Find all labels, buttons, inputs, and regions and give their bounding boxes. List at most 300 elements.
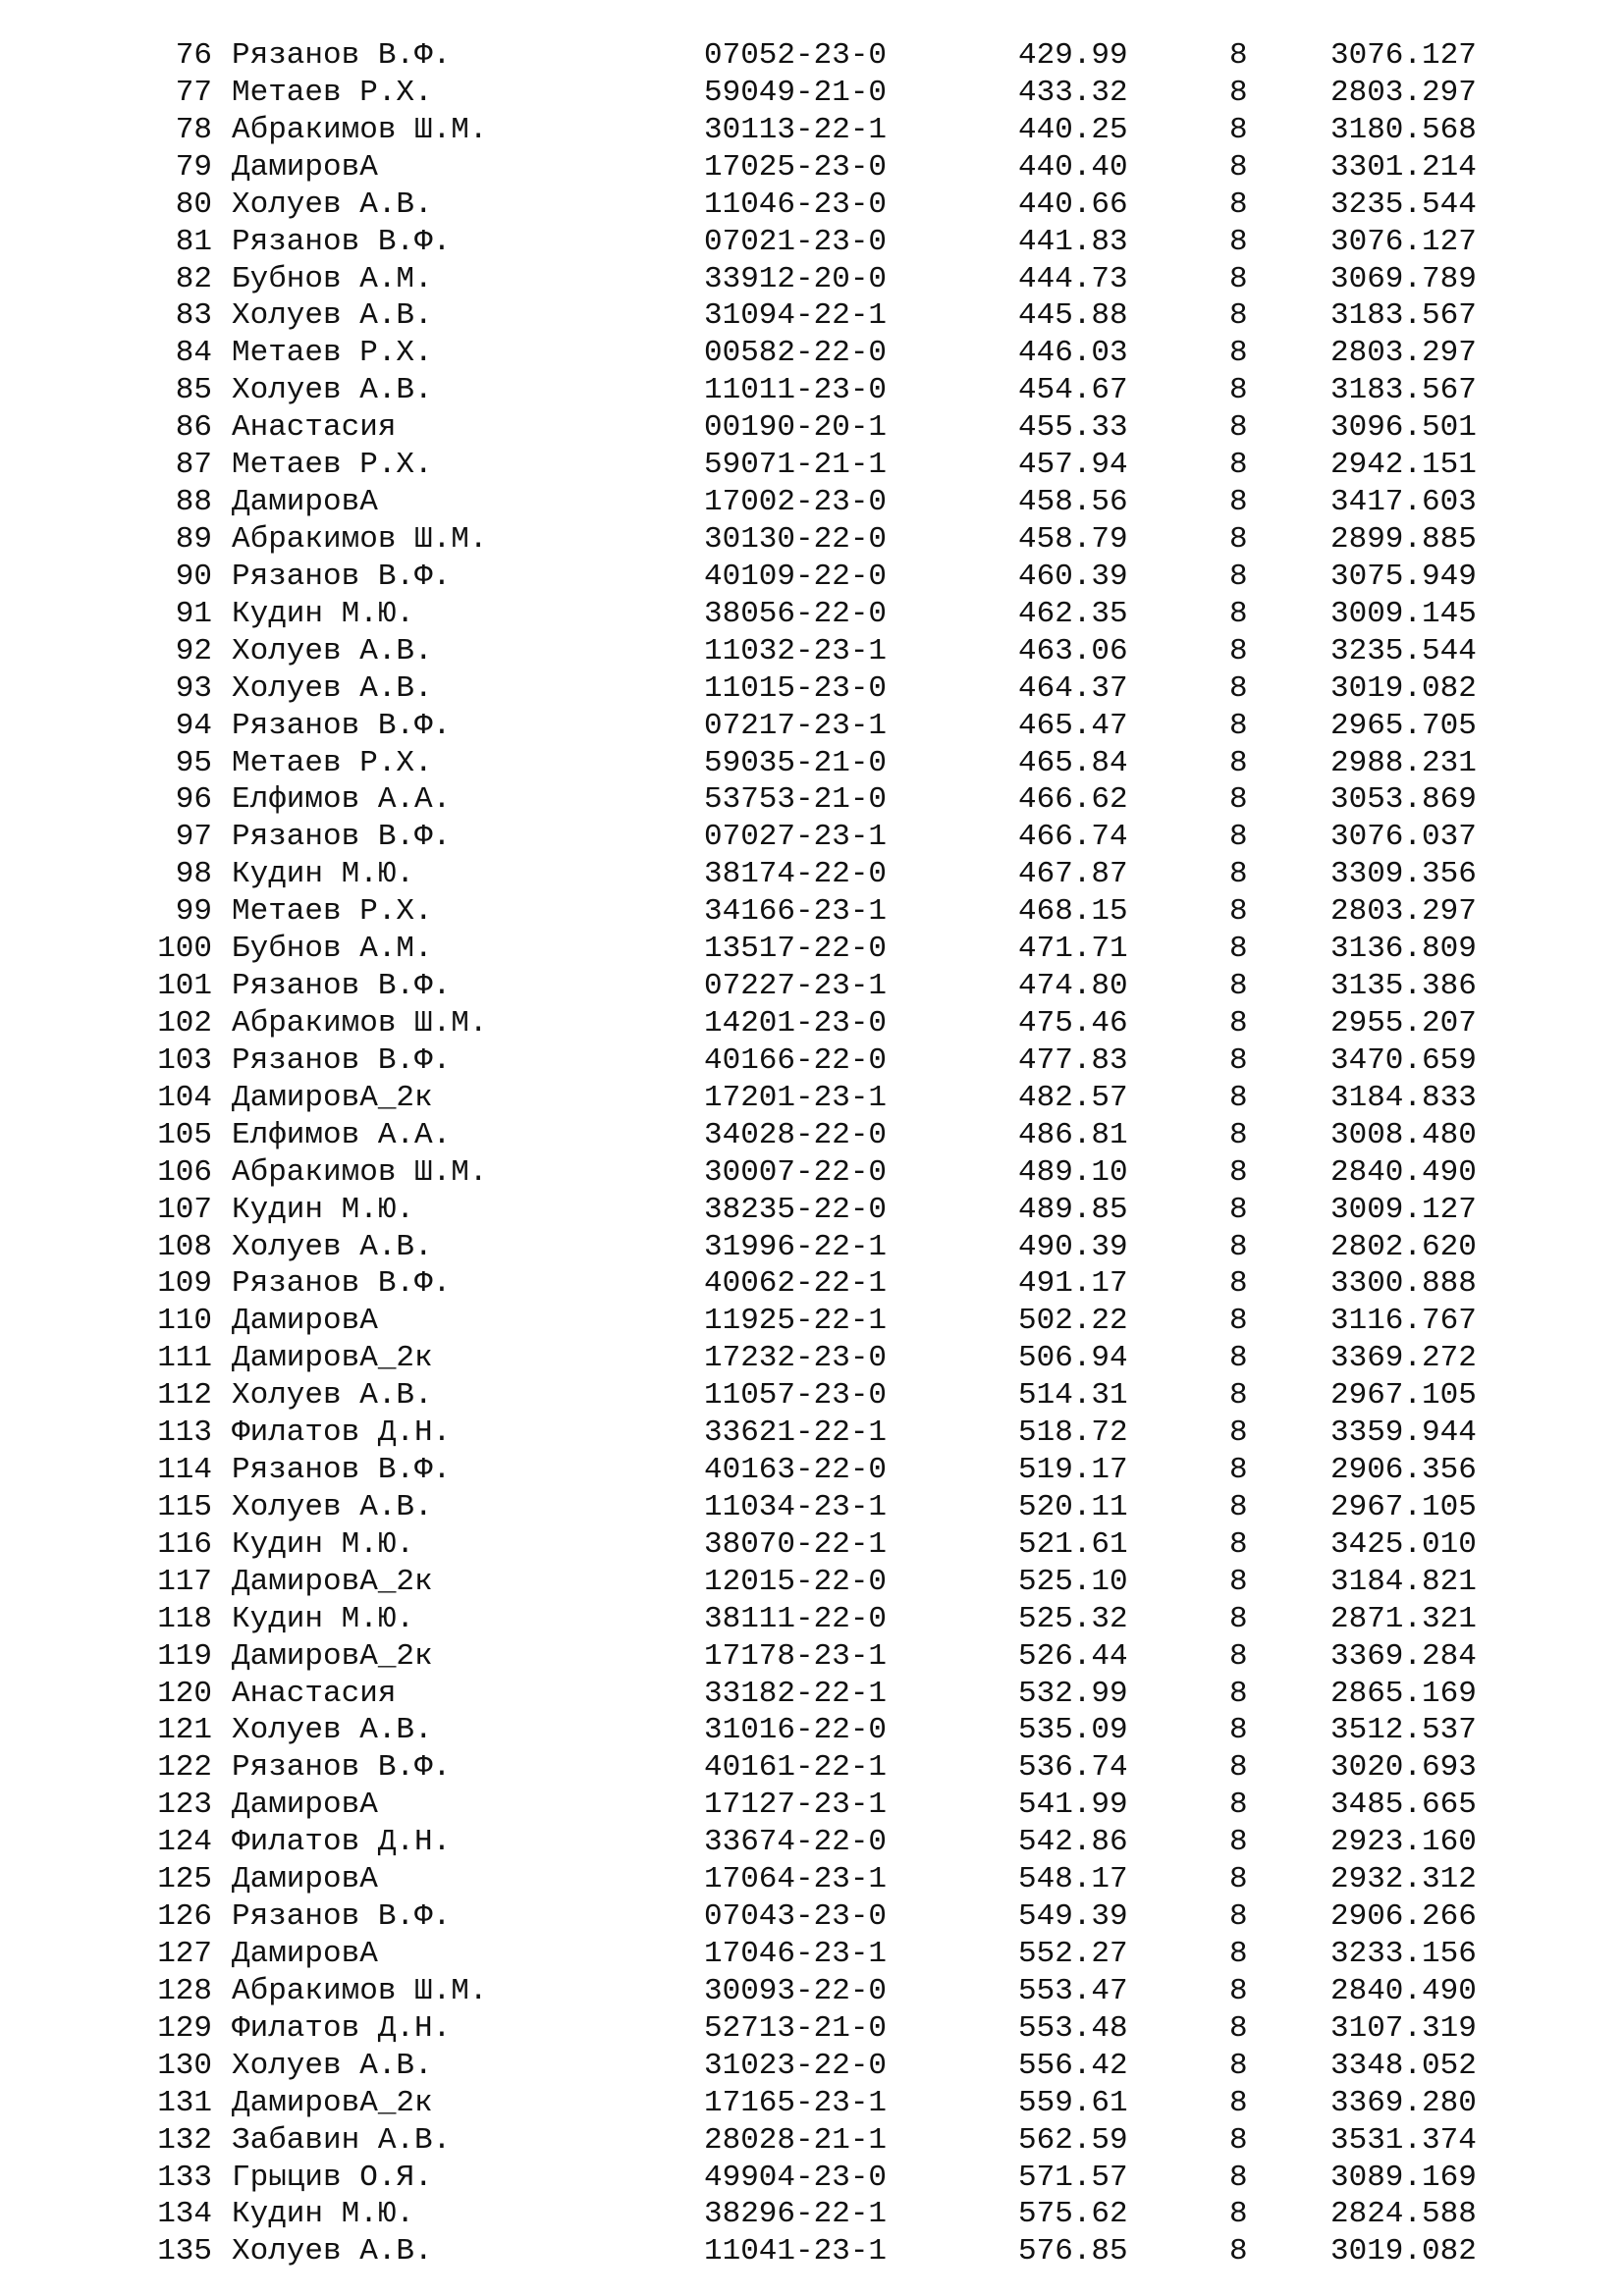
record-code: 40166-22-0	[704, 1042, 888, 1078]
table-row	[0, 596, 1624, 633]
participant-name: Холуев А.В.	[232, 373, 433, 408]
row-number: 119	[157, 1638, 212, 1674]
result-value: 521.61	[1018, 1526, 1128, 1562]
row-number: 97	[175, 820, 212, 855]
record-code: 53753-21-0	[704, 782, 888, 818]
result-value: 466.74	[1018, 820, 1128, 855]
row-number: 76	[175, 38, 212, 73]
table-row	[0, 37, 1624, 75]
record-code: 28028-21-1	[704, 2122, 888, 2158]
record-code: 59049-21-0	[704, 75, 888, 110]
participant-name: Холуев А.В.	[232, 633, 433, 668]
row-number: 87	[175, 448, 212, 483]
group-number: 8	[1229, 670, 1248, 706]
group-number: 8	[1229, 1080, 1248, 1115]
total-value: 2942.151	[1330, 448, 1477, 483]
row-number: 91	[175, 596, 212, 631]
participant-name: Рязанов В.Ф.	[232, 1750, 452, 1786]
record-code: 38070-22-1	[704, 1526, 888, 1562]
group-number: 8	[1229, 1378, 1248, 1414]
group-number: 8	[1229, 1676, 1248, 1711]
row-number: 102	[157, 1005, 212, 1041]
total-value: 3053.869	[1330, 782, 1477, 818]
table-row	[0, 409, 1624, 447]
total-value: 2840.490	[1330, 1973, 1477, 2008]
table-row	[0, 2160, 1624, 2197]
participant-name: Абракимов Ш.М.	[232, 1154, 488, 1190]
participant-name: Холуев А.В.	[232, 298, 433, 334]
record-code: 38296-22-1	[704, 2197, 888, 2232]
participant-name: Рязанов В.Ф.	[232, 708, 452, 743]
table-row	[0, 1192, 1624, 1229]
row-number: 103	[157, 1042, 212, 1078]
result-value: 576.85	[1018, 2234, 1128, 2269]
record-code: 17046-23-1	[704, 1937, 888, 1972]
total-value: 3309.356	[1330, 857, 1477, 892]
group-number: 8	[1229, 224, 1248, 259]
group-number: 8	[1229, 75, 1248, 110]
row-number: 100	[157, 932, 212, 967]
record-code: 11057-23-0	[704, 1378, 888, 1414]
result-value: 454.67	[1018, 373, 1128, 408]
participant-name: ДамировА_2к	[232, 1638, 433, 1674]
result-value: 446.03	[1018, 336, 1128, 371]
table-row	[0, 2085, 1624, 2122]
group-number: 8	[1229, 1973, 1248, 2008]
row-number: 90	[175, 559, 212, 594]
total-value: 3020.693	[1330, 1750, 1477, 1786]
result-value: 440.66	[1018, 187, 1128, 222]
table-row	[0, 484, 1624, 521]
result-value: 552.27	[1018, 1937, 1128, 1972]
result-value: 482.57	[1018, 1080, 1128, 1115]
row-number: 88	[175, 485, 212, 520]
result-value: 548.17	[1018, 1862, 1128, 1897]
group-number: 8	[1229, 596, 1248, 631]
row-number: 133	[157, 2160, 212, 2195]
record-code: 34028-22-0	[704, 1117, 888, 1152]
record-code: 17025-23-0	[704, 149, 888, 185]
group-number: 8	[1229, 1453, 1248, 1488]
total-value: 3485.665	[1330, 1788, 1477, 1823]
row-number: 89	[175, 521, 212, 557]
group-number: 8	[1229, 1415, 1248, 1451]
row-number: 94	[175, 708, 212, 743]
participant-name: Холуев А.В.	[232, 1713, 433, 1748]
result-value: 490.39	[1018, 1229, 1128, 1264]
record-code: 59035-21-0	[704, 745, 888, 780]
group-number: 8	[1229, 1192, 1248, 1227]
record-code: 38174-22-0	[704, 857, 888, 892]
row-number: 92	[175, 633, 212, 668]
table-row	[0, 2233, 1624, 2270]
participant-name: Абракимов Ш.М.	[232, 1973, 488, 2008]
participant-name: Холуев А.В.	[232, 2234, 433, 2269]
participant-name: Холуев А.В.	[232, 1378, 433, 1414]
participant-name: ДамировА	[232, 1862, 378, 1897]
table-row	[0, 2010, 1624, 2048]
result-value: 429.99	[1018, 38, 1128, 73]
participant-name: Кудин М.Ю.	[232, 596, 415, 631]
result-value: 468.15	[1018, 894, 1128, 930]
result-value: 562.59	[1018, 2122, 1128, 2158]
result-value: 445.88	[1018, 298, 1128, 334]
group-number: 8	[1229, 298, 1248, 334]
record-code: 33182-22-1	[704, 1676, 888, 1711]
row-number: 128	[157, 1973, 212, 2008]
group-number: 8	[1229, 1526, 1248, 1562]
result-value: 553.47	[1018, 1973, 1128, 2008]
participant-name: Холуев А.В.	[232, 2048, 433, 2083]
group-number: 8	[1229, 1304, 1248, 1339]
total-value: 2988.231	[1330, 745, 1477, 780]
record-code: 31996-22-1	[704, 1229, 888, 1264]
result-value: 489.85	[1018, 1192, 1128, 1227]
record-code: 17002-23-0	[704, 485, 888, 520]
row-number: 122	[157, 1750, 212, 1786]
group-number: 8	[1229, 1899, 1248, 1935]
row-number: 120	[157, 1676, 212, 1711]
table-row	[0, 1489, 1624, 1526]
total-value: 3075.949	[1330, 559, 1477, 594]
row-number: 77	[175, 75, 212, 110]
result-value: 441.83	[1018, 224, 1128, 259]
participant-name: Рязанов В.Ф.	[232, 1266, 452, 1302]
record-code: 17165-23-1	[704, 2085, 888, 2120]
total-value: 3184.821	[1330, 1564, 1477, 1599]
participant-name: Холуев А.В.	[232, 187, 433, 222]
result-value: 559.61	[1018, 2085, 1128, 2120]
result-value: 457.94	[1018, 448, 1128, 483]
table-row	[0, 745, 1624, 782]
result-value: 460.39	[1018, 559, 1128, 594]
table-row	[0, 297, 1624, 335]
table-row	[0, 2196, 1624, 2233]
record-code: 59071-21-1	[704, 448, 888, 483]
table-row	[0, 1824, 1624, 1861]
total-value: 3076.037	[1330, 820, 1477, 855]
record-code: 40163-22-0	[704, 1453, 888, 1488]
row-number: 129	[157, 2010, 212, 2046]
participant-name: ДамировА_2к	[232, 1080, 433, 1115]
record-code: 13517-22-0	[704, 932, 888, 967]
result-value: 514.31	[1018, 1378, 1128, 1414]
row-number: 108	[157, 1229, 212, 1264]
row-number: 93	[175, 670, 212, 706]
participant-name: ДамировА_2к	[232, 1341, 433, 1376]
total-value: 3233.156	[1330, 1937, 1477, 1972]
total-value: 2865.169	[1330, 1676, 1477, 1711]
row-number: 85	[175, 373, 212, 408]
group-number: 8	[1229, 38, 1248, 73]
record-code: 11041-23-1	[704, 2234, 888, 2269]
participant-name: Филатов Д.Н.	[232, 1825, 452, 1860]
table-row	[0, 1564, 1624, 1601]
total-value: 2955.207	[1330, 1005, 1477, 1041]
table-row	[0, 1638, 1624, 1676]
row-number: 104	[157, 1080, 212, 1115]
total-value: 3369.284	[1330, 1638, 1477, 1674]
row-number: 86	[175, 410, 212, 446]
table-row	[0, 708, 1624, 745]
table-row	[0, 1265, 1624, 1303]
row-number: 114	[157, 1453, 212, 1488]
table-row	[0, 931, 1624, 968]
total-value: 3089.169	[1330, 2160, 1477, 2195]
record-code: 49904-23-0	[704, 2160, 888, 2195]
row-number: 99	[175, 894, 212, 930]
group-number: 8	[1229, 521, 1248, 557]
group-number: 8	[1229, 1341, 1248, 1376]
participant-name: Бубнов А.М.	[232, 261, 433, 296]
total-value: 3369.280	[1330, 2085, 1477, 2120]
group-number: 8	[1229, 1229, 1248, 1264]
total-value: 2967.105	[1330, 1378, 1477, 1414]
record-code: 33621-22-1	[704, 1415, 888, 1451]
table-row	[0, 1861, 1624, 1898]
table-row	[0, 1898, 1624, 1936]
row-number: 96	[175, 782, 212, 818]
result-value: 575.62	[1018, 2197, 1128, 2232]
group-number: 8	[1229, 1825, 1248, 1860]
group-number: 8	[1229, 2160, 1248, 2195]
record-code: 38235-22-0	[704, 1192, 888, 1227]
total-value: 2802.620	[1330, 1229, 1477, 1264]
result-value: 541.99	[1018, 1788, 1128, 1823]
results-listing	[0, 37, 1624, 2270]
total-value: 3136.809	[1330, 932, 1477, 967]
row-number: 83	[175, 298, 212, 334]
record-code: 38056-22-0	[704, 596, 888, 631]
table-row	[0, 1154, 1624, 1192]
total-value: 2906.356	[1330, 1453, 1477, 1488]
result-value: 489.10	[1018, 1154, 1128, 1190]
row-number: 107	[157, 1192, 212, 1227]
table-row	[0, 1005, 1624, 1042]
record-code: 34166-23-1	[704, 894, 888, 930]
participant-name: Рязанов В.Ф.	[232, 1899, 452, 1935]
record-code: 40109-22-0	[704, 559, 888, 594]
group-number: 8	[1229, 633, 1248, 668]
table-row	[0, 224, 1624, 261]
participant-name: Рязанов В.Ф.	[232, 224, 452, 259]
record-code: 30113-22-1	[704, 112, 888, 147]
record-code: 00190-20-1	[704, 410, 888, 446]
group-number: 8	[1229, 894, 1248, 930]
participant-name: ДамировА	[232, 1304, 378, 1339]
group-number: 8	[1229, 1266, 1248, 1302]
group-number: 8	[1229, 336, 1248, 371]
table-row	[0, 1340, 1624, 1377]
total-value: 3008.480	[1330, 1117, 1477, 1152]
record-code: 11011-23-0	[704, 373, 888, 408]
result-value: 474.80	[1018, 969, 1128, 1004]
group-number: 8	[1229, 1788, 1248, 1823]
participant-name: Метаев Р.Х.	[232, 745, 433, 780]
row-number: 82	[175, 261, 212, 296]
participant-name: Филатов Д.Н.	[232, 2010, 452, 2046]
group-number: 8	[1229, 261, 1248, 296]
record-code: 07021-23-0	[704, 224, 888, 259]
total-value: 3369.272	[1330, 1341, 1477, 1376]
row-number: 121	[157, 1713, 212, 1748]
table-row	[0, 372, 1624, 409]
row-number: 126	[157, 1899, 212, 1935]
row-number: 134	[157, 2197, 212, 2232]
group-number: 8	[1229, 1042, 1248, 1078]
result-value: 464.37	[1018, 670, 1128, 706]
group-number: 8	[1229, 745, 1248, 780]
total-value: 3301.214	[1330, 149, 1477, 185]
total-value: 2824.588	[1330, 2197, 1477, 2232]
group-number: 8	[1229, 708, 1248, 743]
table-row	[0, 1377, 1624, 1415]
group-number: 8	[1229, 1564, 1248, 1599]
table-row	[0, 893, 1624, 931]
total-value: 2840.490	[1330, 1154, 1477, 1190]
group-number: 8	[1229, 149, 1248, 185]
group-number: 8	[1229, 112, 1248, 147]
result-value: 486.81	[1018, 1117, 1128, 1152]
row-number: 81	[175, 224, 212, 259]
row-number: 115	[157, 1489, 212, 1524]
record-code: 07217-23-1	[704, 708, 888, 743]
record-code: 33674-22-0	[704, 1825, 888, 1860]
table-row	[0, 1787, 1624, 1824]
group-number: 8	[1229, 2234, 1248, 2269]
result-value: 471.71	[1018, 932, 1128, 967]
table-row	[0, 1452, 1624, 1489]
record-code: 30007-22-0	[704, 1154, 888, 1190]
result-value: 525.32	[1018, 1601, 1128, 1636]
total-value: 3183.567	[1330, 298, 1477, 334]
table-row	[0, 261, 1624, 298]
group-number: 8	[1229, 187, 1248, 222]
total-value: 3076.127	[1330, 38, 1477, 73]
table-row	[0, 187, 1624, 224]
record-code: 14201-23-0	[704, 1005, 888, 1041]
total-value: 2965.705	[1330, 708, 1477, 743]
total-value: 3019.082	[1330, 2234, 1477, 2269]
participant-name: Рязанов В.Ф.	[232, 1453, 452, 1488]
table-row	[0, 2048, 1624, 2085]
result-value: 475.46	[1018, 1005, 1128, 1041]
total-value: 3300.888	[1330, 1266, 1477, 1302]
total-value: 3359.944	[1330, 1415, 1477, 1451]
row-number: 113	[157, 1415, 212, 1451]
participant-name: Кудин М.Ю.	[232, 1526, 415, 1562]
record-code: 11046-23-0	[704, 187, 888, 222]
row-number: 117	[157, 1564, 212, 1599]
participant-name: Забавин А.В.	[232, 2122, 452, 2158]
group-number: 8	[1229, 1713, 1248, 1748]
total-value: 3348.052	[1330, 2048, 1477, 2083]
record-code: 31016-22-0	[704, 1713, 888, 1748]
result-value: 526.44	[1018, 1638, 1128, 1674]
table-row	[0, 633, 1624, 670]
participant-name: Елфимов А.А.	[232, 782, 452, 818]
group-number: 8	[1229, 448, 1248, 483]
group-number: 8	[1229, 1005, 1248, 1041]
table-row	[0, 968, 1624, 1005]
record-code: 07043-23-0	[704, 1899, 888, 1935]
row-number: 124	[157, 1825, 212, 1860]
record-code: 17127-23-1	[704, 1788, 888, 1823]
record-code: 31023-22-0	[704, 2048, 888, 2083]
participant-name: Рязанов В.Ф.	[232, 820, 452, 855]
result-value: 518.72	[1018, 1415, 1128, 1451]
group-number: 8	[1229, 1117, 1248, 1152]
group-number: 8	[1229, 857, 1248, 892]
total-value: 3235.544	[1330, 633, 1477, 668]
result-value: 465.47	[1018, 708, 1128, 743]
result-value: 532.99	[1018, 1676, 1128, 1711]
participant-name: Метаев Р.Х.	[232, 75, 433, 110]
record-code: 52713-21-0	[704, 2010, 888, 2046]
total-value: 3076.127	[1330, 224, 1477, 259]
table-row	[0, 447, 1624, 484]
table-row	[0, 1229, 1624, 1266]
participant-name: ДамировА_2к	[232, 2085, 433, 2120]
total-value: 2932.312	[1330, 1862, 1477, 1897]
record-code: 11032-23-1	[704, 633, 888, 668]
table-row	[0, 1601, 1624, 1638]
group-number: 8	[1229, 820, 1248, 855]
result-value: 506.94	[1018, 1341, 1128, 1376]
result-value: 549.39	[1018, 1899, 1128, 1935]
group-number: 8	[1229, 1154, 1248, 1190]
table-row	[0, 1676, 1624, 1713]
table-row	[0, 1526, 1624, 1564]
group-number: 8	[1229, 2010, 1248, 2046]
result-value: 520.11	[1018, 1489, 1128, 1524]
participant-name: Метаев Р.Х.	[232, 448, 433, 483]
group-number: 8	[1229, 2085, 1248, 2120]
row-number: 95	[175, 745, 212, 780]
row-number: 125	[157, 1862, 212, 1897]
table-row	[0, 2122, 1624, 2160]
group-number: 8	[1229, 782, 1248, 818]
group-number: 8	[1229, 559, 1248, 594]
row-number: 131	[157, 2085, 212, 2120]
total-value: 3019.082	[1330, 670, 1477, 706]
record-code: 17178-23-1	[704, 1638, 888, 1674]
row-number: 105	[157, 1117, 212, 1152]
row-number: 110	[157, 1304, 212, 1339]
participant-name: ДамировА	[232, 485, 378, 520]
result-value: 542.86	[1018, 1825, 1128, 1860]
result-value: 458.56	[1018, 485, 1128, 520]
total-value: 3417.603	[1330, 485, 1477, 520]
participant-name: Абракимов Ш.М.	[232, 112, 488, 147]
group-number: 8	[1229, 969, 1248, 1004]
result-value: 477.83	[1018, 1042, 1128, 1078]
total-value: 2803.297	[1330, 894, 1477, 930]
group-number: 8	[1229, 2122, 1248, 2158]
result-value: 571.57	[1018, 2160, 1128, 2195]
participant-name: Елфимов А.А.	[232, 1117, 452, 1152]
record-code: 00582-22-0	[704, 336, 888, 371]
table-row	[0, 1936, 1624, 1973]
participant-name: Метаев Р.Х.	[232, 336, 433, 371]
result-value: 467.87	[1018, 857, 1128, 892]
participant-name: Рязанов В.Ф.	[232, 38, 452, 73]
row-number: 98	[175, 857, 212, 892]
participant-name: ДамировА	[232, 149, 378, 185]
record-code: 30093-22-0	[704, 1973, 888, 2008]
result-value: 491.17	[1018, 1266, 1128, 1302]
record-code: 12015-22-0	[704, 1564, 888, 1599]
